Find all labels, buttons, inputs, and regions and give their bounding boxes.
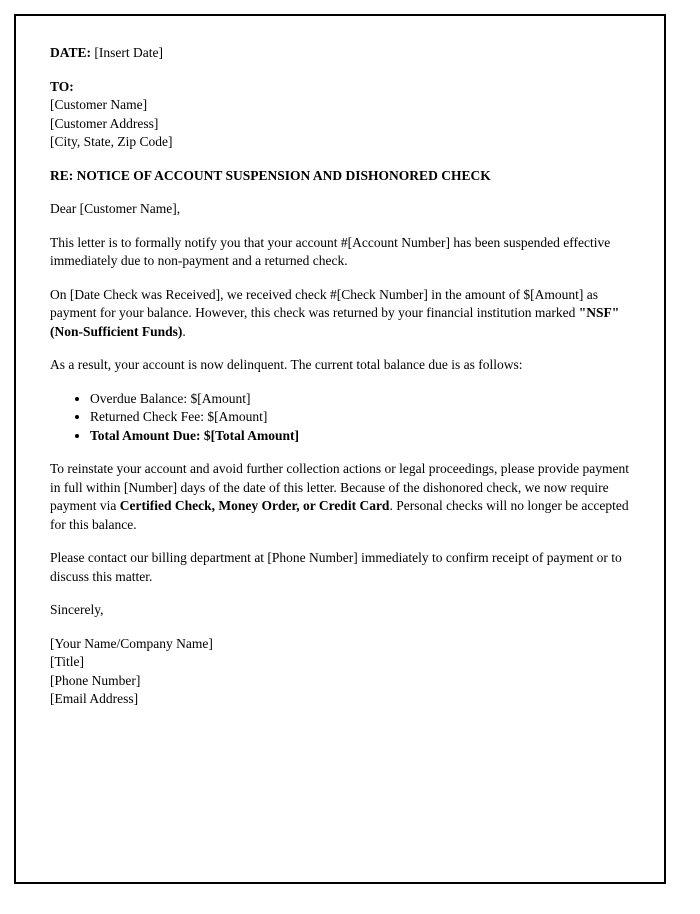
recipient-block — [50, 78, 630, 152]
letter-page — [14, 14, 666, 884]
date-line — [50, 44, 630, 63]
list-item-overdue-balance: • Overdue Balance: $[Amount] — [90, 390, 630, 409]
recipient-city-state-zip: [City, State, Zip Code] — [50, 134, 173, 149]
signature-email: [Email Address] — [50, 691, 139, 706]
recipient-address: [Customer Address] — [50, 115, 159, 131]
balance-list — [50, 390, 630, 446]
list-item-returned-check-fee: • Returned Check Fee: $[Amount] — [90, 408, 630, 427]
paragraph-reinstate-terms: To reinstate your account and avoid further collection actions or legal proceedings, please provide payment in full within [Number] days of the date of this letter. Because of the dishonored check, we now require payment via Certified Check, Money Order, or Credit Card. Personal checks will no longer be accepted for this balance. — [50, 461, 629, 532]
list-item-total-amount-due: • Total Amount Due: $[Total Amount] — [90, 427, 630, 446]
paragraph-account-suspended: This letter is to formally notify you that your account #[Account Number] has been suspended effective immediately due to non-payment and a returned check. — [50, 234, 611, 268]
paragraph-check-returned: On [Date Check was Received], we received check #[Check Number] in the amount of $[Amount] as payment for your balance. However, this check was returned by your financial institution marked "NSF" (Non-Sufficient Funds). — [50, 286, 620, 339]
recipient-name: [Customer Name] — [50, 97, 148, 112]
date-label: DATE: — [50, 45, 92, 60]
subject-line: RE: NOTICE OF ACCOUNT SUSPENSION AND DISHONORED CHECK — [50, 167, 491, 183]
paragraph-delinquent: As a result, your account is now delinquent. The current total balance due is as follows: — [50, 357, 523, 372]
closing: Sincerely, — [50, 602, 104, 617]
paragraph-contact-billing: Please contact our billing department at [Phone Number] immediately to confirm receipt of payment or to discuss this matter. — [50, 550, 622, 584]
signature-phone: [Phone Number] — [50, 672, 141, 688]
signature-block — [50, 635, 630, 709]
salutation: Dear [Customer Name], — [50, 201, 181, 216]
signature-name: [Your Name/Company Name] — [50, 635, 213, 651]
date-value: [Insert Date] — [94, 45, 163, 60]
to-label: TO: — [50, 78, 74, 94]
signature-title: [Title] — [50, 654, 85, 669]
